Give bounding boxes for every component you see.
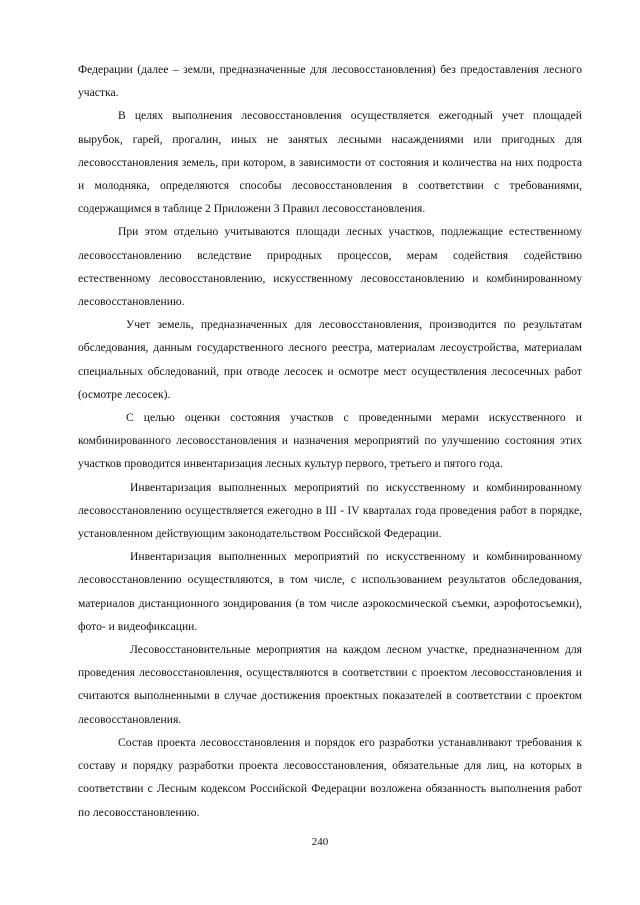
page-number: 240 (311, 836, 329, 848)
paragraph-6: Инвентаризация выполненных мероприятий по искусственному и комбинированному лесовосстановлению осуществляется ежегодно в III - IV кварталах года проведения работ в порядке, установленном действующим законодательством Российской Федерации. (78, 480, 582, 541)
paragraph-2: В целях выполнения лесовосстановления осуществляется ежегодный учет площадей вырубок, гарей, прогалин, иных не занятых лесными насаждениями или пригодных для лесовосстановления земель, при котором, в зависимости от состояния и количества на них подроста и молодняка, определяются способы лесовосстановления в соответствии с требованиями, содержащимся в таблице 2 Приложени 3 Правил лесовосстановления. (78, 109, 582, 216)
paragraph-9: Состав проекта лесовосстановления и порядок его разработки устанавливают требования к составу и порядку разработки проекта лесовосстановления, обязательные для лиц, на которых в соответствии с Лесным кодексом Российской Федерации возложена обязанность выполнения работ по лесовосстановлению. (78, 735, 582, 819)
paragraph-7: Инвентаризация выполненных мероприятий по искусственному и комбинированному лесовосстановлению осуществляются, в том числе, с использованием результатов обследования, материалов дистанционного зондирования (в том числе аэрокосмической съемки, аэрофотосъемки), фото- и видеофиксации. (78, 550, 582, 633)
paragraph-4: Учет земель, предназначенных для лесовосстановления, производится по результатам обследования, данным государственного лесного реестра, материалам лесоустройства, материалам специальных обследований, при отводе лесосек и осмотре мест осуществления лесосечных работ (осмотре лесосек). (78, 318, 582, 401)
paragraph-8: Лесовосстановительные мероприятия на каждом лесном участке, предназначенном для проведения лесовосстановления, осуществляются в соответствии с проектом лесовосстановления и считаются выполненными в случае достижения проектных показателей в соответствии с проектом лесовосстановления. (78, 643, 582, 726)
paragraph-5: С целью оценки состояния участков с проведенными мерами искусственного и комбинированного лесовосстановления и назначения мероприятий по улучшению состояния этих участков проводится инвентаризация лесных культур первого, третьего и пятого года. (78, 411, 582, 471)
paragraph-1: Федерации (далее – земли, предназначенные для лесовосстановления) без предоставления лесного участка. (78, 63, 582, 100)
paragraph-3: При этом отдельно учитываются площади лесных участков, подлежащие естественному лесовосстановлению вследствие природных процессов, мерам содействия содействию естественному лесовосстановлению, искусственному лесовосстановлению и комбинированному лесовосстановлению. (78, 225, 582, 309)
document-body (78, 58, 582, 824)
